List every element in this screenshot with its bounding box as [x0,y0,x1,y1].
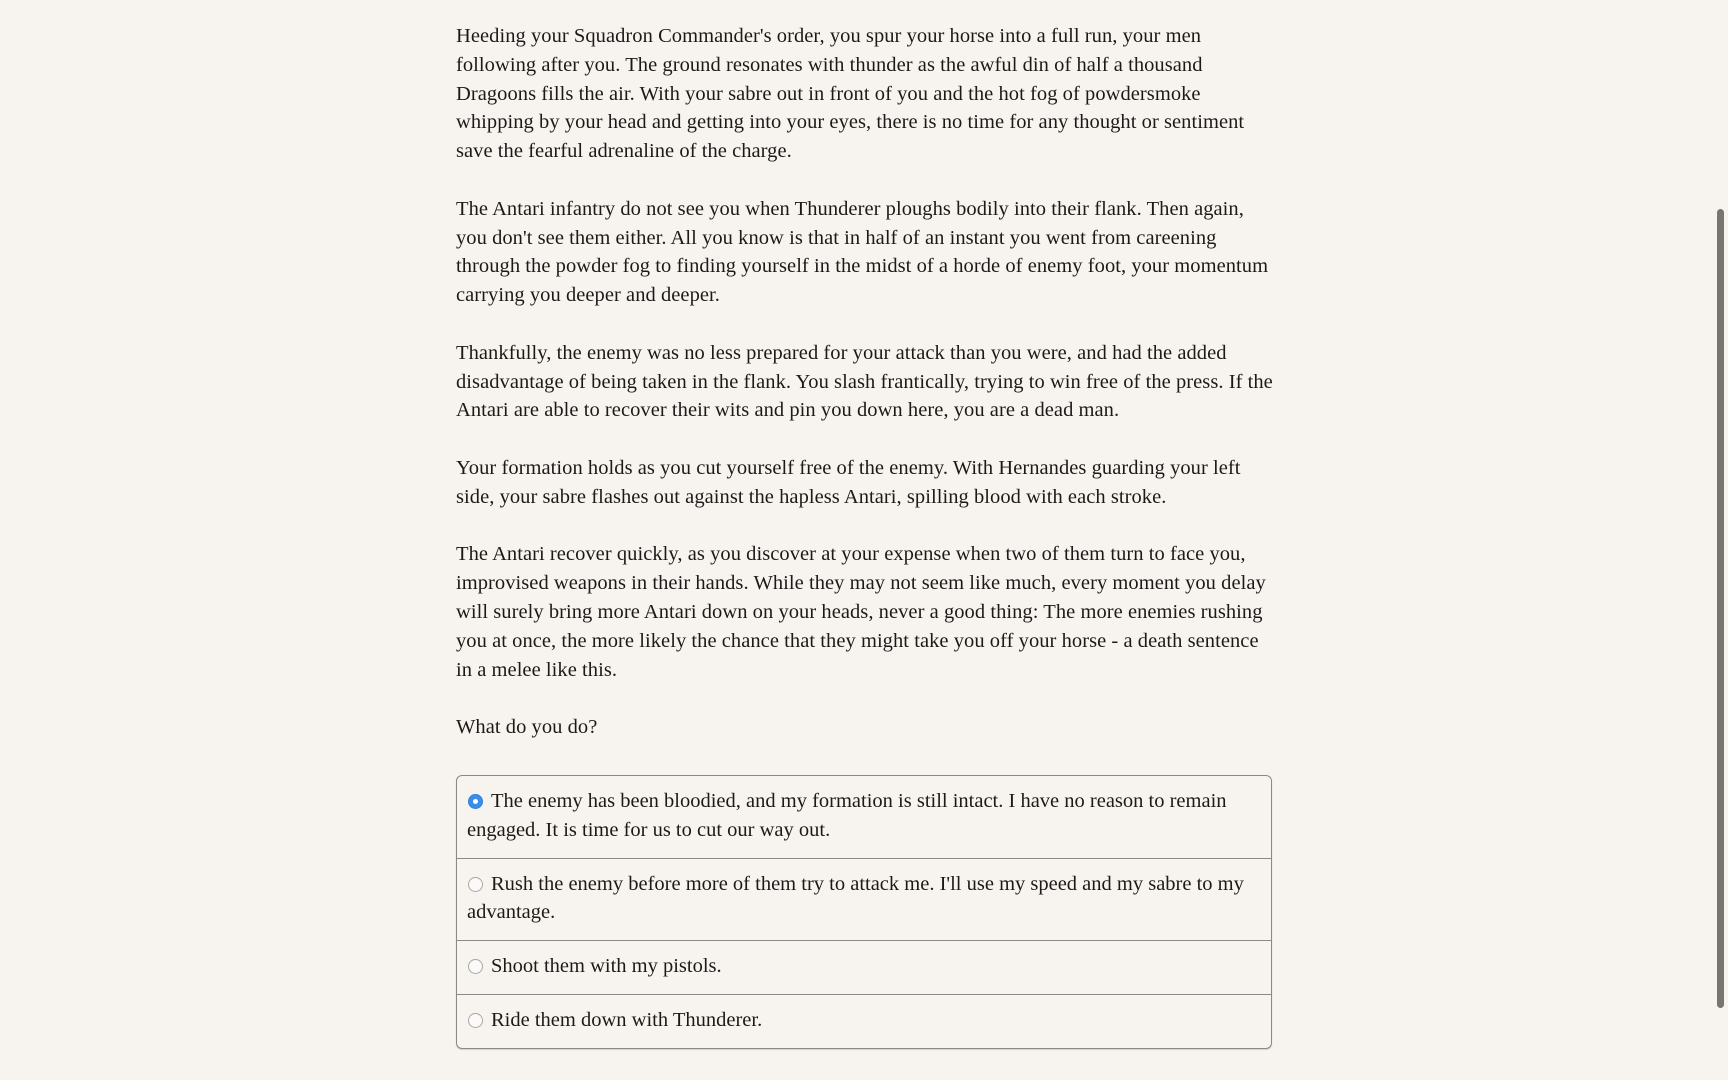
choice-label[interactable]: The enemy has been bloodied, and my formation is still intact. I have no reason to remain engaged. It is time for us to cut our way out. [467,790,1227,841]
scrollbar-thumb[interactable] [1717,209,1724,1008]
choice-label[interactable]: Rush the enemy before more of them try to attack me. I'll use my speed and my sabre to my advantage. [467,872,1244,924]
story-paragraph: Heeding your Squadron Commander's order, you spur your horse into a full run, your men following after you. The ground resonates with thunder as the awful din of half a thousand Dragoons fills the air. With your sabre out in front of you and the hot fog of powdersmoke whipping by your head and getting into your eyes, there is no time for any thought or sentiment save the fearful adrenaline of the charge. [456,25,1245,163]
story-paragraph: The Antari infantry do not see you when Thunderer ploughs bodily into their flank. Then again, you don't see them either. All you know is that in half of an instant you went from careening through the powder fog to finding yourself in the midst of a horde of enemy foot, your momentum carrying you deeper and deeper. [456,197,1269,307]
radio-button-icon[interactable] [468,1013,483,1028]
choice-option-1[interactable] [457,776,1271,859]
choice-list [456,775,1272,1049]
choice-option-3[interactable] [457,941,1271,995]
story-paragraph: Thankfully, the enemy was no less prepared for your attack than you were, and had the added disadvantage of being taken in the flank. You slash frantically, trying to win free of the press. If the Antari are able to recover their wits and pin you down here, you are a dead man. [456,341,1273,422]
choice-option-2[interactable] [457,859,1271,942]
story-paragraph: Your formation holds as you cut yourself free of the enemy. With Hernandes guarding your left side, your sabre flashes out against the hapless Antari, spilling blood with each stroke. [456,456,1241,508]
radio-button-checked-icon[interactable] [468,794,483,809]
choice-label[interactable]: Ride them down with Thunderer. [491,1008,763,1031]
choice-label[interactable]: Shoot them with my pistols. [491,955,722,978]
story-text [456,22,1276,771]
choice-option-4[interactable] [457,995,1271,1048]
choice-prompt: What do you do? [456,716,598,739]
radio-button-icon[interactable] [468,959,483,974]
radio-button-icon[interactable] [468,877,483,892]
story-paragraph: The Antari recover quickly, as you discover at your expense when two of them turn to face you, improvised weapons in their hands. While they may not seem like much, every moment you delay will surely bring more Antari down on your heads, never a good thing: The more enemies rushing you at once, the more likely the chance that they might take you off your horse - a death sentence in a melee like this. [456,543,1266,681]
